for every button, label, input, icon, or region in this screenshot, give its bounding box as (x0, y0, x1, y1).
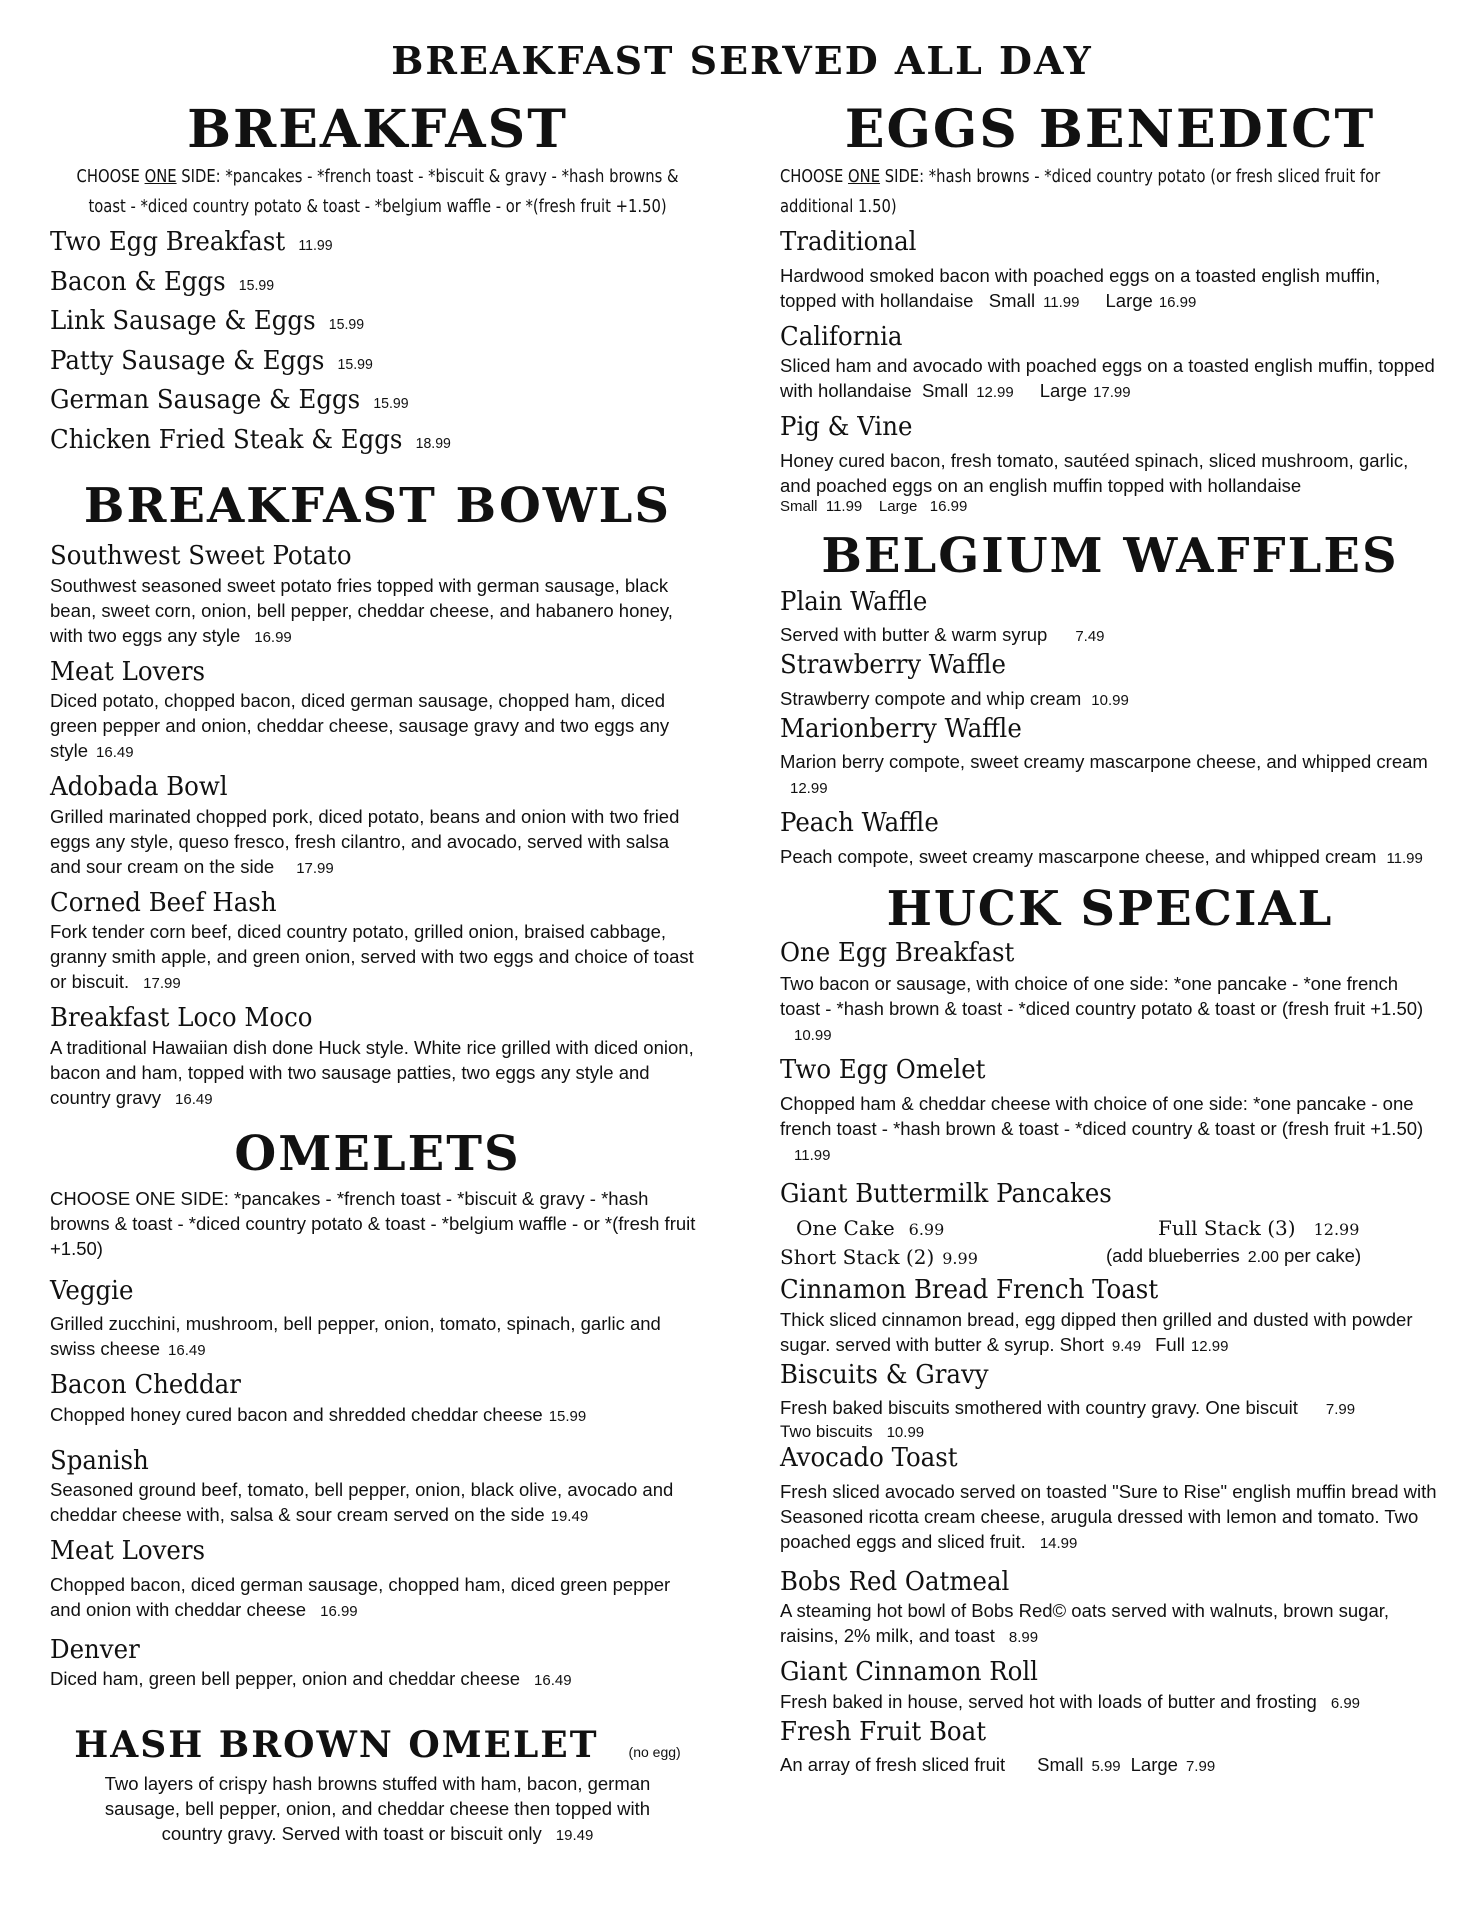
item-description: Honey cured bacon, fresh tomato, sautéed spinach, sliced mushroom, garlic, and poached eggs on an english muffin topped with hollandaise (780, 449, 1409, 496)
waffles-heading: BELGIUM WAFFLES (821, 527, 1399, 584)
item-description: Fresh baked biscuits smothered with country gravy. One biscuit 7.99 (780, 1397, 1356, 1418)
item-description: Peach compote, sweet creamy mascarpone cheese, and whipped cream 11.99 (780, 845, 1423, 867)
item-name: Veggie (50, 1275, 134, 1306)
menu-item (50, 1634, 705, 1694)
item-name: Meat Lovers (50, 1536, 206, 1566)
menu-item (780, 1442, 1440, 1556)
menu-item (780, 321, 1440, 406)
list-item: Patty Sausage & Eggs 15.99 (50, 345, 373, 376)
waffles-list (780, 586, 1440, 871)
breakfast-heading: BREAKFAST (187, 99, 568, 160)
item-name: Plain Waffle (780, 586, 928, 617)
hash-brown-description: Two layers of crispy hash browns stuffed with ham, bacon, german sausage, bell pepper, onion, and cheddar cheese then topped with country gravy. Served with toast or biscuit only 19.49 (104, 1773, 651, 1844)
pancake-row-2: Short Stack (2) 9.99 (add blueberries 2.00 per cake) (780, 1245, 1362, 1269)
menu-item (50, 1369, 705, 1429)
item-description: Southwest seasoned sweet potato fries topped with german sausage, black bean, sweet corn, onion, bell pepper, cheddar cheese, and habanero honey, with two eggs any style 16.99 (50, 574, 673, 646)
item-description: Served with butter & warm syrup 7.49 (780, 624, 1105, 645)
item-description: Seasoned ground beef, tomato, bell pepper, onion, black olive, avocado and cheddar cheese with, salsa & sour cream served on the side 19.49 (50, 1479, 674, 1525)
menu-item (780, 226, 1440, 315)
omelets-side-note: CHOOSE ONE SIDE: *pancakes - *french toast - *biscuit & gravy - *hash browns & toast - *diced country potato & toast - *belgium waffle - or *(fresh fruit +1.50) (50, 1187, 696, 1259)
menu-item (50, 887, 705, 997)
item-description: An array of fresh sliced fruit Small 5.99 Large 7.99 (780, 1754, 1216, 1775)
menu-item (50, 1002, 705, 1112)
item-name: Fresh Fruit Boat (780, 1716, 987, 1747)
item-name: Southwest Sweet Potato (50, 541, 352, 571)
menu-item (780, 1566, 1440, 1651)
menu-item (780, 411, 1440, 516)
menu-item (50, 1445, 705, 1530)
item-name: Marionberry Waffle (780, 713, 1022, 744)
item-name: Bobs Red Oatmeal (780, 1566, 1010, 1597)
pancakes-item (780, 1178, 1440, 1275)
menu-item (50, 771, 705, 881)
item-name: California (780, 321, 903, 352)
item-description: Marion berry compote, sweet creamy mascarpone cheese, and whipped cream12.99 (780, 751, 1428, 797)
item-description: Two bacon or sausage, with choice of one side: *one pancake - *one french toast - *hash brown & toast - *diced country potato & toast or (fresh fruit +1.50)10.99 (780, 973, 1424, 1044)
huck-list (780, 937, 1440, 1780)
item-name: Giant Cinnamon Roll (780, 1657, 1038, 1687)
list-item: Bacon & Eggs 15.99 (50, 266, 275, 297)
item-name: Cinnamon Bread French Toast (780, 1275, 1159, 1305)
item-description: A steaming hot bowl of Bobs Red© oats served with walnuts, brown sugar, raisins, 2% milk, and toast 8.99 (780, 1600, 1390, 1646)
menu-item (780, 586, 1440, 650)
item-name: Two Egg Omelet (780, 1055, 986, 1085)
item-description: Fork tender corn beef, diced country potato, grilled onion, braised cabbage, granny smith apple, and green onion, served with two eggs and choice of toast or biscuit. 17.99 (50, 921, 694, 992)
item-name: Pig & Vine (780, 412, 913, 442)
pancake-row-1: One Cake 6.99 Full Stack (3) 12.99 (796, 1216, 1360, 1240)
french-toast-item (780, 1274, 1440, 1359)
list-item: Link Sausage & Eggs 15.99 (50, 306, 365, 336)
item-description: Hardwood smoked bacon with poached eggs on a toasted english muffin, topped with hollandaise Small 11.99 Large 16.99 (780, 264, 1381, 311)
menu-item (50, 1275, 705, 1364)
item-description: Chopped honey cured bacon and shredded cheddar cheese 15.99 (50, 1403, 587, 1425)
benedict-heading: EGGS BENEDICT (844, 99, 1376, 160)
item-name: Denver (50, 1634, 140, 1665)
item-name: Spanish (50, 1445, 149, 1476)
item-description: Chopped bacon, diced german sausage, chopped ham, diced green pepper and onion with cheddar cheese 16.99 (50, 1573, 671, 1620)
right-column (780, 100, 1440, 1779)
item-name: Giant Buttermilk Pancakes (780, 1178, 1112, 1209)
menu-item (50, 656, 705, 766)
item-description: Chopped ham & cheddar cheese with choice of one side: *one pancake - one french toast - *hash brown & toast - *diced country & toast or (fresh fruit +1.50)11.99 (780, 1092, 1424, 1164)
item-description: A traditional Hawaiian dish done Huck style. White rice grilled with diced onion, bacon and ham, topped with two sausage patties, two eggs any style and country gravy 16.49 (50, 1036, 694, 1108)
menu-item (50, 1535, 705, 1624)
benedict-side-note: CHOOSE ONE SIDE: *hash browns - *diced country potato (or fresh sliced fruit for additional 1.50) (780, 166, 1381, 217)
hash-brown-heading: HASH BROWN OMELET (74, 1724, 599, 1766)
item-description: Diced potato, chopped bacon, diced german sausage, chopped ham, diced green pepper and onion, cheddar cheese, sausage gravy and two eggs any style 16.49 (50, 690, 670, 761)
no-egg-note: (no egg) (628, 1744, 681, 1760)
item-description: Strawberry compote and whip cream 10.99 (780, 687, 1129, 709)
benedict-list (780, 226, 1440, 516)
menu-item (50, 540, 705, 650)
item-name: Peach Waffle (780, 808, 939, 838)
item-name: Avocado Toast (780, 1443, 958, 1473)
menu-item (780, 1054, 1440, 1168)
bowls-list (50, 540, 705, 1112)
item-name: Breakfast Loco Moco (50, 1003, 313, 1033)
menu-item (780, 937, 1440, 1049)
list-item: Chicken Fried Steak & Eggs 18.99 (50, 424, 451, 455)
item-name: Biscuits & Gravy (780, 1359, 989, 1390)
item-description: Thick sliced cinnamon bread, egg dipped then grilled and dusted with powder sugar. served with butter & syrup. Short 9.49 Full 12.99 (780, 1308, 1413, 1355)
item-sizes: Small 11.99 Large 16.99 (780, 497, 968, 515)
breakfast-list (50, 226, 705, 456)
biscuits-item (780, 1359, 1440, 1443)
item-name: Bacon Cheddar (50, 1370, 241, 1400)
hash-brown-section (50, 1724, 705, 1766)
menu-item (780, 807, 1440, 871)
item-name: Corned Beef Hash (50, 887, 277, 918)
left-column (50, 100, 705, 1848)
item-name: Meat Lovers (50, 656, 206, 687)
item-name: Strawberry Waffle (780, 650, 1007, 680)
huck-heading: HUCK SPECIAL (886, 880, 1334, 937)
item-description: Grilled marinated chopped pork, diced potato, beans and onion with two fried eggs any style, queso fresco, fresh cilantro, and avocado, served with salsa and sour cream on the side 17.99 (50, 805, 680, 877)
item-description: Fresh sliced avocado served on toasted "Sure to Rise" english muffin bread with Seasoned ricotta cream cheese, arugula dressed with lemon and tomato. Two poached eggs and sliced fruit. 14.99 (780, 1480, 1437, 1552)
list-item: Two Egg Breakfast 11.99 (50, 227, 333, 257)
item-description: Sliced ham and avocado with poached eggs on a toasted english muffin, topped with hollandaise Small 12.99 Large 17.99 (780, 355, 1435, 401)
item-description-2: Two biscuits 10.99 (780, 1422, 925, 1441)
omelets-heading: OMELETS (234, 1125, 521, 1182)
item-description: Diced ham, green bell pepper, onion and cheddar cheese 16.49 (50, 1668, 572, 1689)
item-description: Grilled zucchini, mushroom, bell pepper, onion, tomato, spinach, garlic and swiss cheese 16.49 (50, 1313, 661, 1359)
item-name: Traditional (780, 227, 917, 257)
menu-item (780, 649, 1440, 713)
item-name: Adobada Bowl (50, 772, 228, 802)
omelets-list (50, 1275, 705, 1694)
page-title: BREAKFAST SERVED ALL DAY (391, 38, 1093, 83)
item-name: One Egg Breakfast (780, 937, 1015, 968)
bowls-heading: BREAKFAST BOWLS (83, 478, 672, 534)
item-description: Fresh baked in house, served hot with loads of butter and frosting 6.99 (780, 1690, 1361, 1712)
menu-item (780, 1656, 1440, 1716)
list-item: German Sausage & Eggs 15.99 (50, 385, 409, 415)
menu-item (780, 713, 1440, 802)
fruit-item (780, 1716, 1440, 1780)
breakfast-side-note: CHOOSE ONE SIDE: *pancakes - *french toast - *biscuit & gravy - *hash browns & toast - *diced country potato & toast - *belgium waffle - or *(fresh fruit +1.50) (76, 166, 679, 217)
